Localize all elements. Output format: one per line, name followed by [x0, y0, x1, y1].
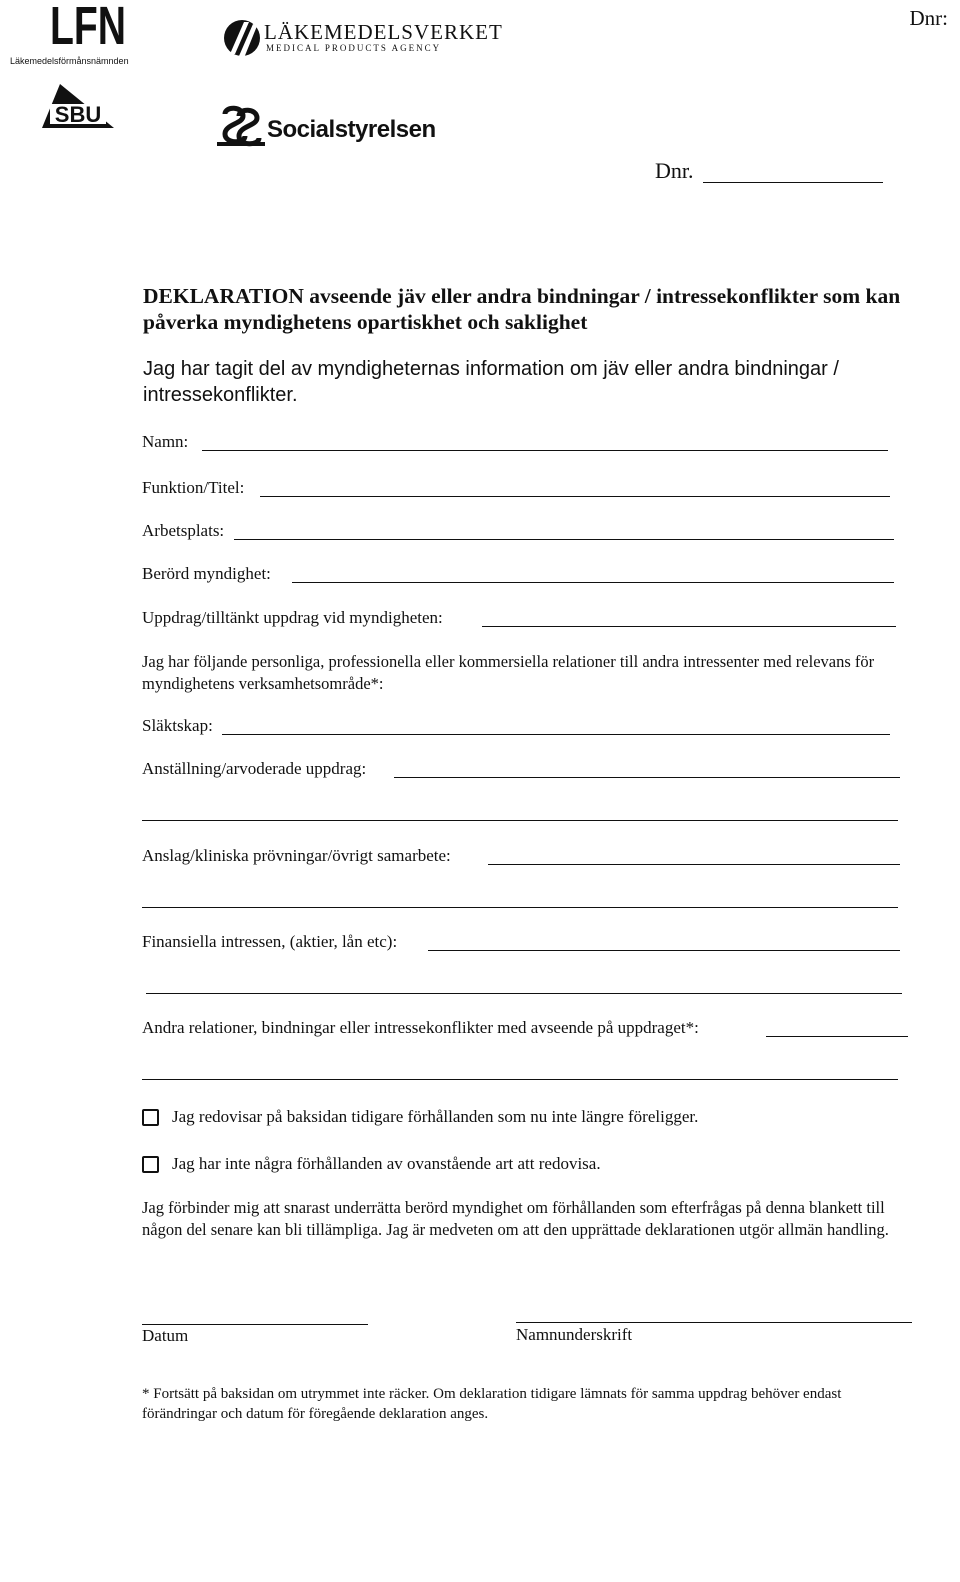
anslag-extra-line[interactable]	[142, 907, 898, 908]
uppdrag-field[interactable]	[142, 608, 443, 628]
intro-text: Jag har tagit del av myndigheternas information om jäv eller andra bindningar / intressekonflikter.	[143, 358, 839, 406]
namn-label: Namn:	[142, 432, 189, 451]
funktion-label: Funktion/Titel:	[142, 478, 245, 497]
dnr-label: Dnr.	[655, 158, 694, 183]
commitment-text: Jag förbinder mig att snarast underrätta berörd myndighet om förhållanden som efterfrågas på denna blankett till någon del senare kan bli tillämpliga. Jag är medveten om att den upprättade deklarationen utgör allmän handling.	[142, 1198, 889, 1239]
arbetsplats-label: Arbetsplats:	[142, 521, 225, 540]
arbetsplats-line[interactable]	[234, 539, 894, 540]
sbu-logo	[38, 82, 118, 132]
uppdrag-line[interactable]	[482, 626, 896, 627]
lfn-caption: Läkemedelsförmånsnämnden	[10, 56, 129, 66]
lakemedelsverket-name: LÄKEMEDELSVERKET	[264, 20, 503, 44]
myndighet-line[interactable]	[292, 582, 894, 583]
anstallning-extra-line[interactable]	[142, 820, 898, 821]
slaktskap-label: Släktskap:	[142, 716, 213, 735]
arbetsplats-field[interactable]	[142, 521, 224, 541]
datum-label: Datum	[142, 1326, 189, 1345]
myndighet-label: Berörd myndighet:	[142, 564, 271, 583]
lfn-logo	[10, 0, 160, 72]
form-title: DEKLARATION avseende jäv eller andra bindningar / intressekonflikter som kan påverka myndighetens opartiskhet och saklighet	[143, 284, 901, 334]
slaktskap-line[interactable]	[222, 734, 890, 735]
lakemedelsverket-emblem-icon	[222, 18, 262, 62]
socialstyrelsen-name: Socialstyrelsen	[267, 116, 436, 143]
funktion-field[interactable]	[142, 478, 244, 498]
namn-field[interactable]	[142, 432, 188, 452]
lfn-logo-mark	[50, 0, 128, 56]
finansiella-label: Finansiella intressen, (aktier, lån etc):	[142, 932, 398, 951]
lakemedelsverket-subtitle: MEDICAL PRODUCTS AGENCY	[266, 43, 442, 53]
checkbox-row-tidigare[interactable]	[142, 1107, 902, 1129]
checkbox-row-inga[interactable]	[142, 1154, 902, 1176]
anslag-label: Anslag/kliniska prövningar/övrigt samarbete:	[142, 846, 451, 865]
dnr-top-label: Dnr:	[909, 6, 948, 30]
lakemedelsverket-logo	[222, 16, 503, 66]
uppdrag-label: Uppdrag/tilltänkt uppdrag vid myndigheten:	[142, 608, 443, 627]
svg-text:SBU: SBU	[54, 102, 102, 127]
anslag-line[interactable]	[488, 864, 900, 865]
finansiella-field[interactable]	[142, 932, 397, 952]
namnunderskrift-label: Namnunderskrift	[516, 1325, 633, 1344]
anstallning-line[interactable]	[394, 777, 900, 778]
andra-extra-line[interactable]	[142, 1079, 898, 1080]
namnunderskrift-line[interactable]	[516, 1322, 912, 1323]
namn-line[interactable]	[202, 450, 888, 451]
anstallning-label: Anställning/arvoderade uppdrag:	[142, 759, 367, 778]
slaktskap-field[interactable]	[142, 716, 213, 736]
finansiella-extra-line[interactable]	[146, 993, 902, 994]
anslag-field[interactable]	[142, 846, 451, 866]
checkbox-inga-label: Jag har inte några förhållanden av ovanstående art att redovisa.	[172, 1154, 601, 1173]
andra-label: Andra relationer, bindningar eller intressekonflikter med avseende på uppdraget*:	[142, 1018, 699, 1037]
socialstyrelsen-emblem-icon	[215, 104, 267, 148]
relations-intro: Jag har följande personliga, professionella eller kommersiella relationer till andra intressenter med relevans för myndighetens verksamhetsområde*:	[142, 652, 875, 693]
sbu-logo-mark	[38, 82, 118, 132]
socialstyrelsen-logo	[215, 104, 475, 148]
andra-line[interactable]	[766, 1036, 908, 1037]
checkbox-tidigare[interactable]	[142, 1109, 159, 1126]
finansiella-line[interactable]	[428, 950, 900, 951]
checkbox-tidigare-label: Jag redovisar på baksidan tidigare förhållanden som nu inte längre föreligger.	[172, 1107, 699, 1126]
myndighet-field[interactable]	[142, 564, 271, 584]
svg-text:LFN: LFN	[50, 0, 126, 56]
andra-field[interactable]	[142, 1018, 699, 1038]
funktion-line[interactable]	[260, 496, 890, 497]
datum-line[interactable]	[142, 1324, 368, 1325]
footnote: * Fortsätt på baksidan om utrymmet inte räcker. Om deklaration tidigare lämnats för samma uppdrag behöver endast förändringar och datum för föregående deklaration anges.	[142, 1386, 842, 1422]
dnr-field[interactable]	[655, 158, 885, 184]
checkbox-inga[interactable]	[142, 1156, 159, 1173]
anstallning-field[interactable]	[142, 759, 366, 779]
dnr-line[interactable]	[703, 182, 883, 183]
